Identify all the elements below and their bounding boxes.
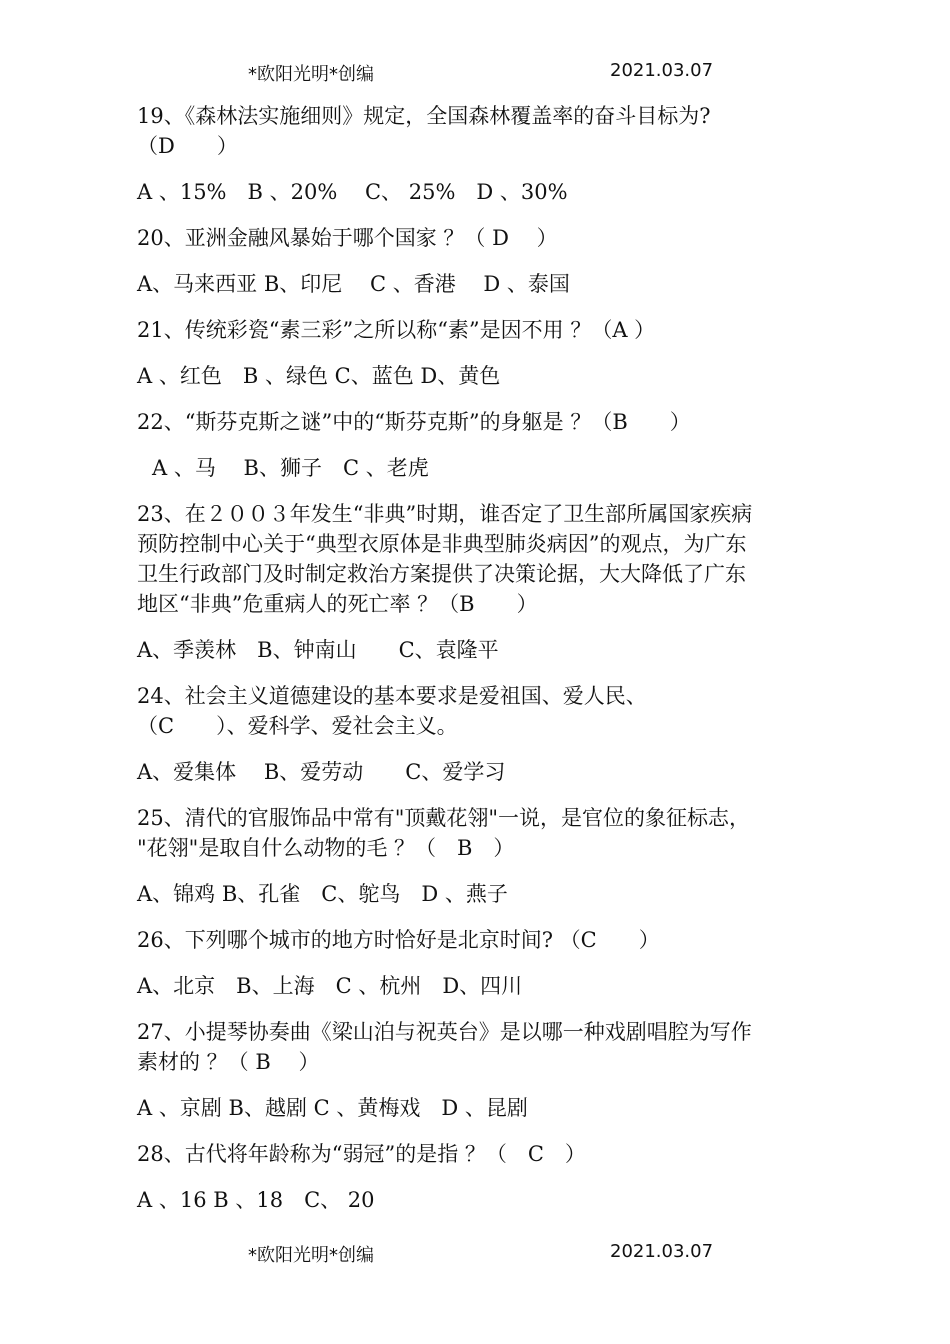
question-23-line4: 地区“非典”危重病人的死亡率 ？（B ） <box>137 592 538 616</box>
question-28: 28、古代将年龄称为“弱冠”的是指 ？（ C ） <box>137 1142 586 1166</box>
question-23-line1: 23、在２００３年发生“非典”时期，谁否定了卫生部所属国家疾病 <box>137 502 753 526</box>
question-19: 19、《森林法实施细则》规定，全国森林覆盖率的奋斗目标为? <box>137 104 711 128</box>
question-19-answer: （D ） <box>137 134 238 158</box>
options-27: A 、京剧 B、越剧 C 、黄梅戏 D 、昆剧 <box>137 1096 528 1120</box>
options-19: A 、15% B 、20% C、 25% D 、30% <box>137 180 568 204</box>
header-author: *欧阳光明*创编 <box>248 64 374 85</box>
question-20: 20、亚洲金融风暴始于哪个国家 ？（ D ） <box>137 226 558 250</box>
question-23-line3: 卫生行政部门及时制定救治方案提供了决策论据，大大降低了广东 <box>137 562 746 586</box>
question-27-line1: 27、小提琴协奏曲《梁山泊与祝英台》是以哪一种戏剧唱腔为写作 <box>137 1020 752 1044</box>
options-28: A 、16 B 、18 C、 20 <box>137 1188 375 1212</box>
footer-author: *欧阳光明*创编 <box>248 1245 374 1266</box>
options-25: A、锦鸡 B、孔雀 C、鸵鸟 D 、燕子 <box>137 882 508 906</box>
question-24-line2: （C ）、爱科学、爱社会主义。 <box>137 714 458 738</box>
options-20: A、马来西亚 B、印尼 C 、香港 D 、泰国 <box>137 272 570 296</box>
question-25-line1: 25、清代的官服饰品中常有"顶戴花翎"一说，是官位的象征标志， <box>137 806 751 830</box>
question-25-line2: "花翎"是取自什么动物的毛 ？（ B ） <box>137 836 515 860</box>
options-24: A、爱集体 B、爱劳动 C、爱学习 <box>137 760 506 784</box>
footer-date: 2021.03.07 <box>610 1241 714 1262</box>
question-24-line1: 24、社会主义道德建设的基本要求是爱祖国、爱人民、 <box>137 684 647 708</box>
question-27-line2: 素材的 ？（ B ） <box>137 1050 320 1074</box>
question-21: 21、传统彩瓷“素三彩”之所以称“素”是因不用 ？（A ） <box>137 318 656 342</box>
question-26: 26、下列哪个城市的地方时恰好是北京时间? （C ） <box>137 928 660 952</box>
options-21: A 、红色 B 、绿色 C、蓝色 D、黄色 <box>137 364 501 388</box>
question-23-line2: 预防控制中心关于“典型衣原体是非典型肺炎病因”的观点，为广东 <box>137 532 747 556</box>
options-23: A、季羡林 B、钟南山 C、袁隆平 <box>137 638 499 662</box>
question-22: 22、“斯芬克斯之谜”中的“斯芬克斯”的身躯是 ？（B ） <box>137 410 691 434</box>
options-22: A 、马 B、狮子 C 、老虎 <box>152 456 429 480</box>
options-26: A、北京 B、上海 C 、杭州 D、四川 <box>137 974 523 998</box>
header-date: 2021.03.07 <box>610 60 714 81</box>
